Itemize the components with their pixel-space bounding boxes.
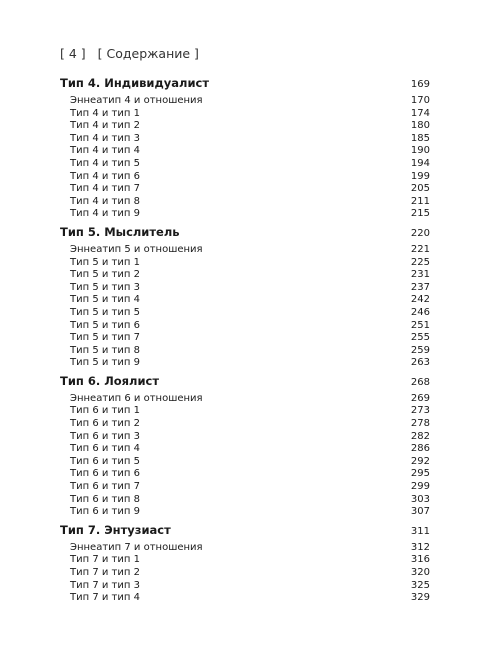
- toc-entry-page: 263: [410, 357, 430, 369]
- toc-entry-page: 307: [410, 506, 430, 518]
- toc-entry-title: Тип 7 и тип 4: [70, 592, 140, 604]
- toc-entry-page: 282: [410, 430, 430, 442]
- toc-entry: [60, 567, 430, 580]
- toc-entry-page: 199: [410, 170, 430, 182]
- toc-entry-page: 205: [410, 183, 430, 195]
- toc-entry: [60, 357, 430, 370]
- toc-entry-title: Тип 6 и тип 7: [70, 481, 140, 493]
- toc-entry: [60, 196, 430, 209]
- toc-entry-title: Тип 7 и тип 2: [70, 567, 140, 578]
- toc-entry-title: Тип 4 и тип 9: [70, 208, 140, 220]
- toc-entry-page: 194: [410, 157, 430, 169]
- toc-entry-title: Эннеатип 6 и отношения: [70, 392, 203, 404]
- toc-entry: [60, 418, 430, 431]
- toc-entry-page: 292: [410, 455, 430, 467]
- toc-entry-title: Тип 4 и тип 7: [70, 183, 140, 195]
- toc-entry: [60, 345, 430, 358]
- toc-entry: [60, 307, 430, 320]
- toc-entry-title: Тип 6 и тип 3: [70, 430, 140, 442]
- toc-entry-page: 242: [410, 294, 430, 306]
- toc-entry-page: 259: [410, 344, 430, 356]
- toc-entry-page: 255: [410, 332, 430, 344]
- toc-entry-title: Тип 6 и тип 2: [70, 418, 140, 430]
- toc-entry-title: Тип 6 и тип 9: [70, 506, 140, 518]
- toc-chapter: [60, 523, 430, 539]
- toc-entry-title: Тип 6 и тип 5: [70, 455, 140, 467]
- toc-entry-page: 180: [410, 120, 430, 132]
- toc-entry-title: Тип 6 и тип 6: [70, 468, 140, 480]
- toc-entry: [60, 332, 430, 345]
- toc-entry-title: Тип 5 и тип 1: [70, 256, 140, 268]
- toc-entry-title: Тип 7 и тип 3: [70, 579, 140, 591]
- toc-chapter-title: Тип 4. Индивидуалист: [60, 76, 209, 90]
- toc-entry: [60, 405, 430, 418]
- toc-entry: [60, 456, 430, 469]
- toc-entry: [60, 580, 430, 593]
- toc-entry-page: 185: [410, 132, 430, 144]
- toc-entry-title: Тип 4 и тип 8: [70, 195, 140, 207]
- toc-entry-page: 174: [410, 107, 430, 119]
- toc-entry-title: Тип 5 и тип 7: [70, 332, 140, 344]
- toc-entry: [60, 171, 430, 184]
- toc-entry: [60, 244, 430, 257]
- toc-entry-title: Тип 7 и тип 1: [70, 554, 140, 566]
- toc-entry-page: 221: [410, 243, 430, 255]
- toc-entry: [60, 542, 430, 555]
- toc-chapter-page: 311: [410, 525, 430, 537]
- toc-entry-title: Тип 4 и тип 3: [70, 132, 140, 144]
- toc-entry-page: 299: [410, 481, 430, 493]
- toc-entry: [60, 506, 430, 519]
- toc-entry: [60, 95, 430, 108]
- toc-entry-page: 316: [410, 554, 430, 566]
- toc-entry-title: Тип 6 и тип 1: [70, 405, 140, 417]
- toc-entry: [60, 431, 430, 444]
- toc-entry: [60, 481, 430, 494]
- toc-entry: [60, 108, 430, 121]
- toc-entry: [60, 468, 430, 481]
- toc-chapter-page: 169: [410, 79, 430, 90]
- toc-entry-title: Тип 5 и тип 5: [70, 306, 140, 318]
- toc-entry-page: 269: [410, 392, 430, 404]
- toc-entry: [60, 282, 430, 295]
- toc-entry-page: 190: [410, 145, 430, 157]
- toc-entry-page: 225: [410, 256, 430, 268]
- toc-chapter: [60, 374, 430, 390]
- toc-entry-title: Эннеатип 7 и отношения: [70, 541, 203, 553]
- toc-entry-title: Тип 4 и тип 4: [70, 145, 140, 157]
- toc-entry-title: Тип 4 и тип 6: [70, 170, 140, 182]
- toc-entry-page: 329: [410, 592, 430, 604]
- toc-chapter-page: 220: [410, 227, 430, 239]
- page-header: [60, 46, 199, 61]
- toc-entry-title: Тип 6 и тип 4: [70, 443, 140, 455]
- toc-entry: [60, 120, 430, 133]
- toc-entry-title: Тип 5 и тип 9: [70, 357, 140, 369]
- toc-entry-page: 303: [410, 493, 430, 505]
- toc-entry-page: 231: [410, 269, 430, 281]
- toc-entry: [60, 133, 430, 146]
- toc-entry: [60, 393, 430, 406]
- toc-entry: [60, 592, 430, 605]
- toc-entry-title: Тип 5 и тип 6: [70, 319, 140, 331]
- toc-entry: [60, 183, 430, 196]
- toc-entry: [60, 320, 430, 333]
- toc-entry-page: 325: [410, 579, 430, 591]
- toc-entry: [60, 494, 430, 507]
- toc-entry-page: 320: [410, 567, 430, 578]
- toc-entry: [60, 554, 430, 567]
- toc-entry: [60, 158, 430, 171]
- toc-entry-page: 246: [410, 306, 430, 318]
- toc-entry-title: Тип 5 и тип 4: [70, 294, 140, 306]
- toc-entry: [60, 208, 430, 221]
- toc-entry-page: 215: [410, 208, 430, 220]
- toc-entry-title: Эннеатип 5 и отношения: [70, 243, 203, 255]
- toc-entry-title: Тип 4 и тип 1: [70, 107, 140, 119]
- toc-entry-page: 273: [410, 405, 430, 417]
- toc-entry-page: 170: [410, 95, 430, 106]
- toc-entry-page: 295: [410, 468, 430, 480]
- toc-chapter: [60, 76, 430, 92]
- toc-chapter-title: Тип 5. Мыслитель: [60, 224, 180, 239]
- toc-entry-page: 211: [410, 195, 430, 207]
- toc-chapter-title: Тип 7. Энтузиаст: [60, 522, 171, 537]
- toc-chapter: [60, 225, 430, 241]
- section-label: [ Содержание ]: [97, 46, 199, 61]
- toc-entry: [60, 257, 430, 270]
- toc-entry-title: Тип 5 и тип 3: [70, 281, 140, 293]
- table-of-contents: [60, 76, 430, 605]
- toc-entry-page: 251: [410, 319, 430, 331]
- toc-entry-title: Тип 6 и тип 8: [70, 493, 140, 505]
- toc-entry: [60, 145, 430, 158]
- toc-entry-title: Тип 4 и тип 2: [70, 120, 140, 132]
- page-number: [ 4 ]: [60, 46, 86, 61]
- toc-entry-title: Тип 4 и тип 5: [70, 157, 140, 169]
- toc-entry-title: Эннеатип 4 и отношения: [70, 95, 203, 106]
- toc-chapter-page: 268: [410, 376, 430, 388]
- toc-entry-page: 278: [410, 418, 430, 430]
- toc-entry-page: 286: [410, 443, 430, 455]
- toc-entry-page: 312: [410, 541, 430, 553]
- toc-entry: [60, 443, 430, 456]
- toc-entry: [60, 294, 430, 307]
- toc-entry-title: Тип 5 и тип 2: [70, 269, 140, 281]
- toc-chapter-title: Тип 6. Лоялист: [60, 373, 160, 388]
- toc-entry-page: 237: [410, 281, 430, 293]
- toc-entry-title: Тип 5 и тип 8: [70, 344, 140, 356]
- toc-entry: [60, 269, 430, 282]
